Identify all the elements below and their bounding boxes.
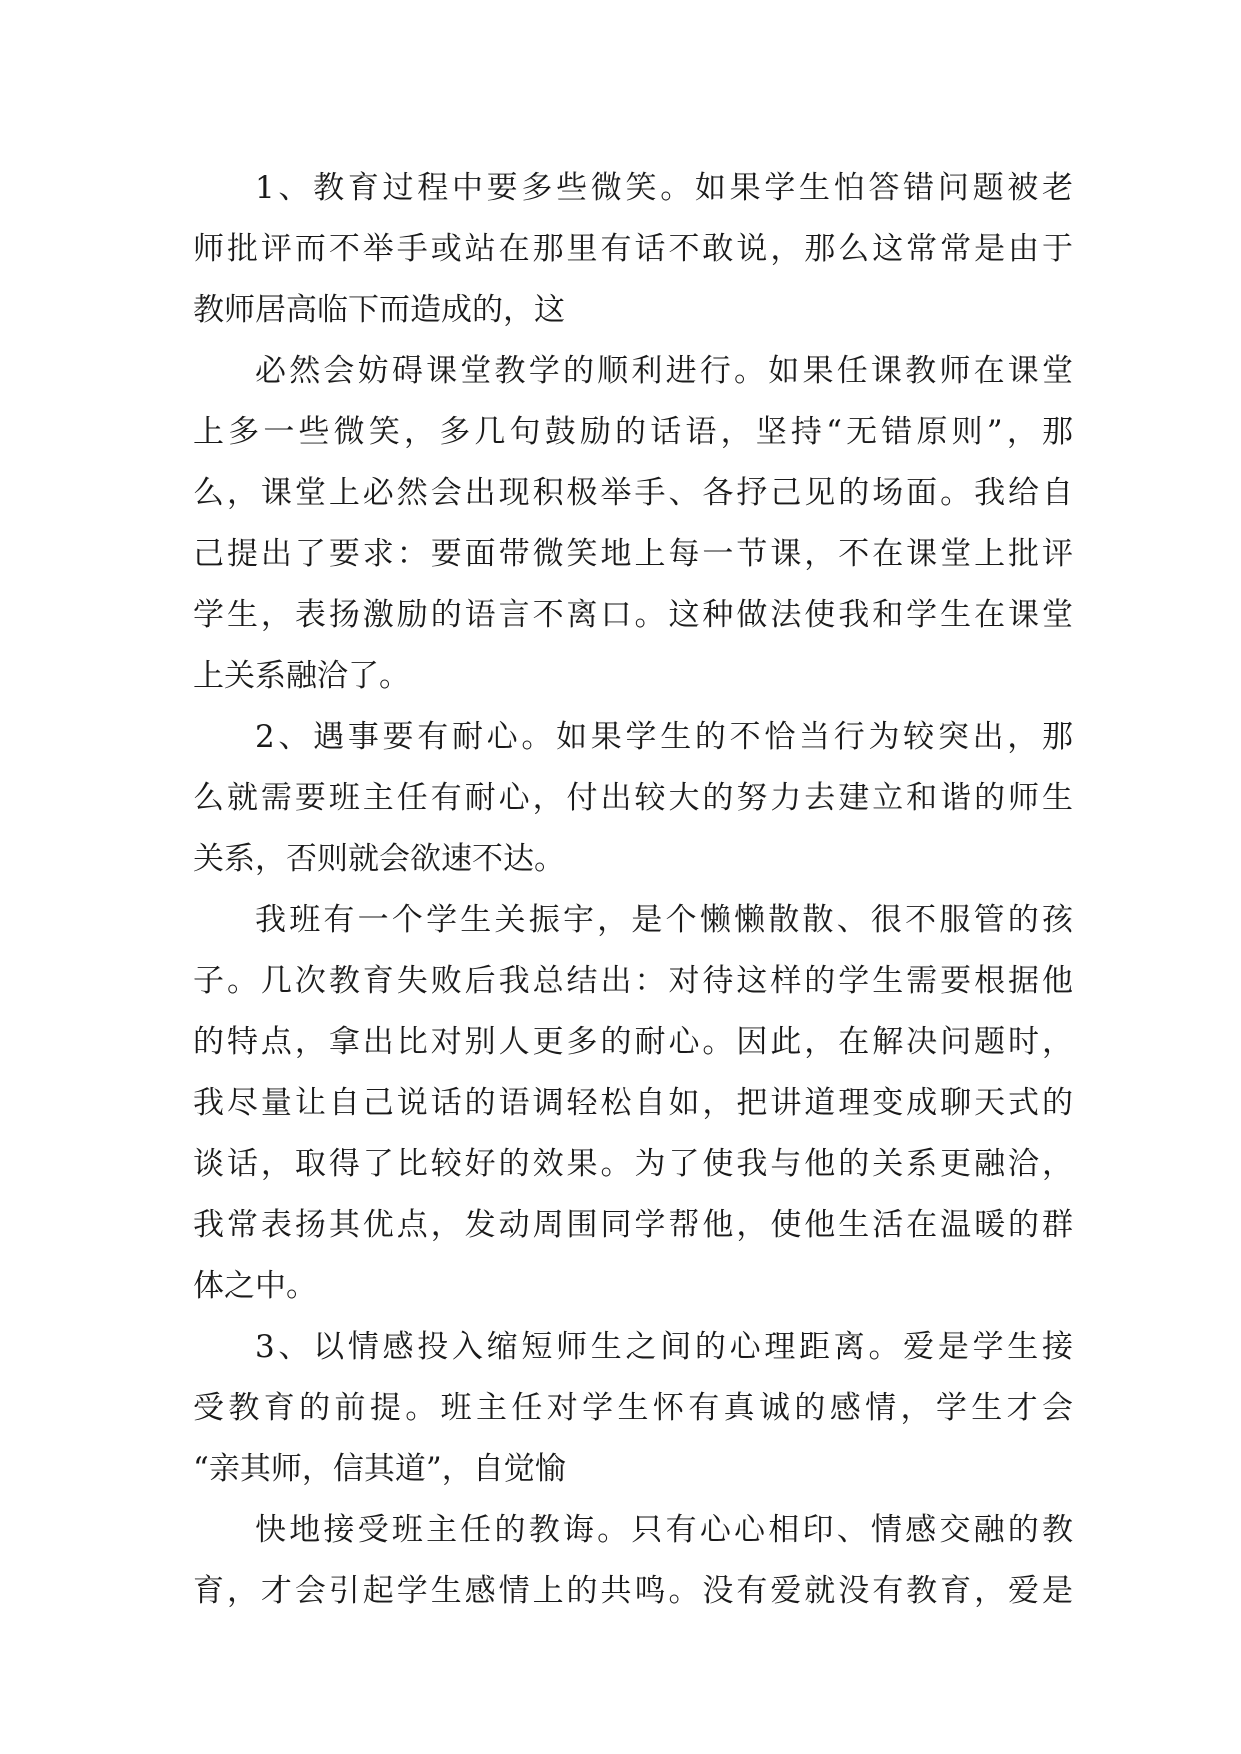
paragraph-line: 子。几次教育失败后我总结出：对待这样的学生需要根据他 [193,963,1073,999]
paragraph-line: 1、教育过程中要多些微笑。如果学生怕答错问题被老 [255,170,1073,206]
paragraph-line: 我常表扬其优点，发动周围同学帮他，使他生活在温暖的群 [193,1207,1073,1243]
paragraph-line: 关系，否则就会欲速不达。 [193,841,565,877]
paragraph-line: 己提出了要求：要面带微笑地上每一节课，不在课堂上批评 [193,536,1073,572]
paragraph-line: 我班有一个学生关振宇，是个懒懒散散、很不服管的孩 [255,902,1073,938]
paragraph-line: 育，才会引起学生感情上的共鸣。没有爱就没有教育，爱是 [193,1573,1073,1609]
paragraph-line: 么就需要班主任有耐心，付出较大的努力去建立和谐的师生 [193,780,1073,816]
paragraph-line: 学生，表扬激励的语言不离口。这种做法使我和学生在课堂 [193,597,1073,633]
paragraph-line: 3、以情感投入缩短师生之间的心理距离。爱是学生接 [255,1329,1073,1365]
paragraph-line: 受教育的前提。班主任对学生怀有真诚的感情，学生才会 [193,1390,1073,1426]
paragraph-line: 教师居高临下而造成的，这 [193,292,565,328]
paragraph-line: 必然会妨碍课堂教学的顺利进行。如果任课教师在课堂 [255,353,1073,389]
paragraph-line: 快地接受班主任的教诲。只有心心相印、情感交融的教 [255,1512,1073,1548]
paragraph-line: 的特点，拿出比对别人更多的耐心。因此，在解决问题时， [193,1024,1073,1060]
paragraph-line: 么，课堂上必然会出现积极举手、各抒己见的场面。我给自 [193,475,1073,511]
paragraph-line: “亲其师，信其道”，自觉愉 [193,1451,566,1487]
document-body [193,158,1073,1622]
paragraph-line: 上关系融洽了。 [193,658,410,694]
paragraph-line: 我尽量让自己说话的语调轻松自如，把讲道理变成聊天式的 [193,1085,1073,1121]
paragraph-line: 师批评而不举手或站在那里有话不敢说，那么这常常是由于 [193,231,1073,267]
paragraph-line: 体之中。 [193,1268,317,1304]
paragraph-line: 上多一些微笑，多几句鼓励的话语，坚持“无错原则”，那 [193,414,1073,450]
paragraph-line: 谈话，取得了比较好的效果。为了使我与他的关系更融洽， [193,1146,1073,1182]
paragraph-line: 2、遇事要有耐心。如果学生的不恰当行为较突出，那 [255,719,1073,755]
